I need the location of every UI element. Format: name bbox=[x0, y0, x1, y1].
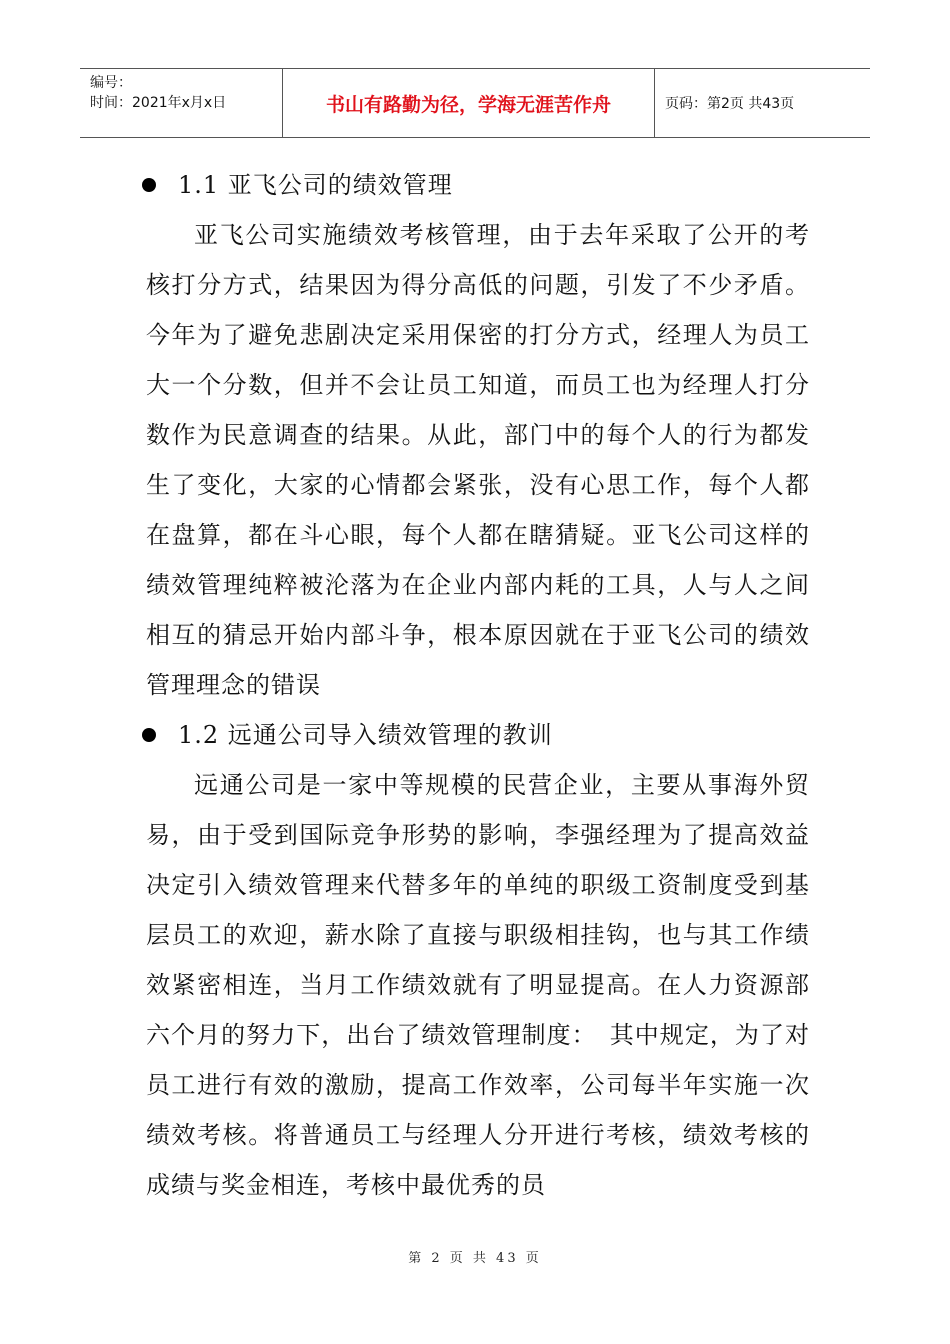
header-page-info: 页码：第2页 共43页 bbox=[665, 96, 795, 112]
document-time-label: 时间：2021年x月x日 bbox=[90, 95, 227, 111]
document-number-label: 编号： bbox=[90, 75, 132, 91]
page-footer: 第 2 页 共 43 页 bbox=[408, 1251, 542, 1266]
bullet-icon bbox=[142, 728, 156, 742]
header-motto: 书山有路勤为径，学海无涯苦作舟 bbox=[283, 69, 655, 137]
header-meta bbox=[80, 69, 283, 137]
document-header bbox=[80, 68, 870, 138]
section-heading bbox=[146, 710, 810, 760]
section-paragraph: 亚飞公司实施绩效考核管理，由于去年采取了公开的考核打分方式，结果因为得分高低的问题，引发了不少矛盾。今年为了避免悲剧决定采用保密的打分方式，经理人为员工大一个分数，但并不会让员工知道，而员工也为经理人打分数作为民意调查的结果。从此，部门中的每个人的行为都发生了变化，大家的心情都会紧张，没有心思工作，每个人都在盘算，都在斗心眼，每个人都在瞎猜疑。亚飞公司这样的绩效管理纯粹被沦落为在企业内部内耗的工具，人与人之间相互的猜忌开始内部斗争，根本原因就在于亚飞公司的绩效管理理念的错误 bbox=[146, 221, 810, 699]
document-body bbox=[146, 160, 810, 1210]
section-heading-text: 1.2 远通公司导入绩效管理的教训 bbox=[178, 721, 553, 749]
section-heading-text: 1.1 亚飞公司的绩效管理 bbox=[178, 171, 453, 199]
section-heading bbox=[146, 160, 810, 210]
bullet-icon bbox=[142, 178, 156, 192]
section-paragraph: 远通公司是一家中等规模的民营企业，主要从事海外贸易，由于受到国际竞争形势的影响，李强经理为了提高效益决定引入绩效管理来代替多年的单纯的职级工资制度受到基层员工的欢迎，薪水除了直接与职级相挂钩，也与其工作绩效紧密相连，当月工作绩效就有了明显提高。在人力资源部六个月的努力下，出台了绩效管理制度： 其中规定，为了对员工进行有效的激励，提高工作效率，公司每半年实施一次绩效考核。将普通员工与经理人分开进行考核，绩效考核的成绩与奖金相连，考核中最优秀的员 bbox=[146, 771, 810, 1199]
